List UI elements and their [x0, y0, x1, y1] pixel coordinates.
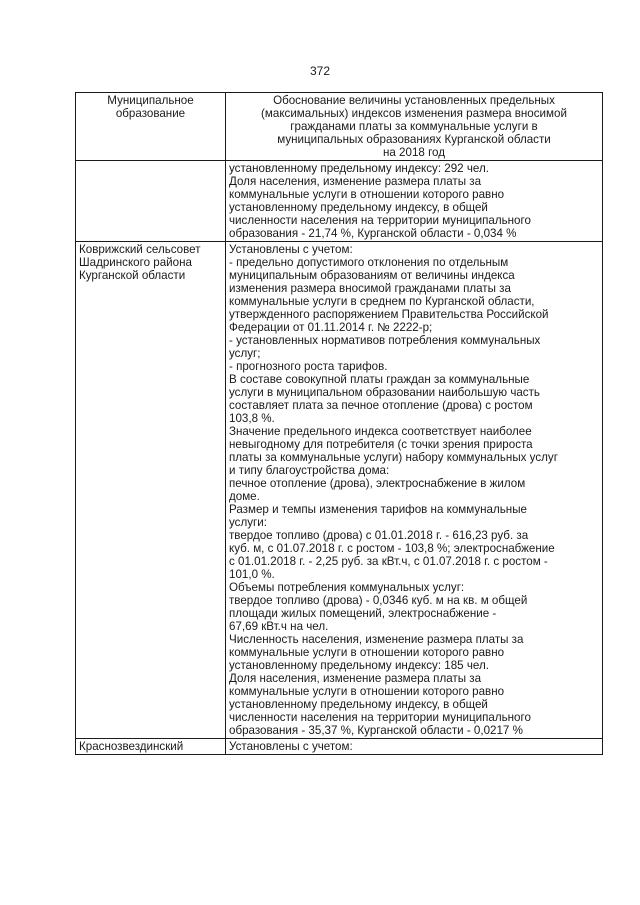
- header-municipality: [76, 93, 226, 161]
- municipality-cell: [76, 161, 226, 242]
- header-line: муниципальных образованиях Курганской области: [277, 133, 551, 146]
- justification-line: установленному предельному индексу, в общей: [229, 201, 488, 214]
- justification-line: численности населения на территории муниципального: [229, 214, 531, 227]
- justification-line: коммунальные услуги в отношении которого равно: [229, 646, 505, 659]
- justification-line: коммунальные услуги в отношении которого равно: [229, 685, 505, 698]
- header-line: (максимальных) индексов изменения размера вносимой: [261, 107, 567, 120]
- table-header-row: [76, 93, 603, 161]
- justification-line: - предельно допустимого отклонения по отдельным: [229, 256, 509, 269]
- header-justification: [226, 93, 603, 161]
- municipality-line: Курганской области: [79, 269, 186, 282]
- justification-line: коммунальные услуги в отношении которого равно: [229, 188, 505, 201]
- justification-line: 103,8 %.: [229, 412, 275, 425]
- justification-line: куб. м, с 01.07.2018 г. с ростом - 103,8 %; электроснабжение: [229, 542, 555, 555]
- justification-line: образования - 35,37 %, Курганской области - 0,0217 %: [229, 724, 523, 737]
- header-line: Муниципальное: [107, 94, 194, 107]
- justification-line: и типу благоустройства дома:: [229, 464, 390, 477]
- justification-line: услуги:: [229, 516, 267, 529]
- justification-line: услуги в муниципальном образовании наибольшую часть: [229, 386, 540, 399]
- justification-line: муниципальным образованиям от величины индекса: [229, 269, 515, 282]
- justification-line: установленному предельному индексу, в общей: [229, 698, 488, 711]
- justification-cell: [226, 161, 603, 242]
- justification-line: Значение предельного индекса соответствует наиболее: [229, 425, 532, 438]
- justification-line: - установленных нормативов потребления коммунальных: [229, 334, 541, 347]
- justification-line: 101,0 %.: [229, 568, 275, 581]
- header-line: образование: [115, 107, 186, 120]
- justification-line: твердое топливо (дрова) с 01.01.2018 г. - 616,23 руб. за: [229, 529, 529, 542]
- municipality-line: Коврижский сельсовет: [79, 243, 201, 256]
- municipality-line: Шадринского района: [79, 256, 192, 269]
- justification-cell: [226, 739, 603, 755]
- justification-line: Численность населения, изменение размера платы за: [229, 633, 524, 646]
- justification-line: составляет плата за печное отопление (дрова) с ростом: [229, 399, 533, 412]
- justification-line: утвержденного распоряжением Правительства Российской: [229, 308, 549, 321]
- justification-line: доме.: [229, 490, 260, 503]
- municipality-cell: [76, 242, 226, 739]
- table-row: [76, 242, 603, 739]
- justification-line: В составе совокупной платы граждан за коммунальные: [229, 373, 530, 386]
- justification-line: платы за коммунальные услуги) набору коммунальных услуг: [229, 451, 558, 464]
- justification-line: - прогнозного роста тарифов.: [229, 360, 388, 373]
- justification-line: Федерации от 01.11.2014 г. № 2222-р;: [229, 321, 433, 334]
- header-line: Обоснование величины установленных предельных: [273, 94, 555, 107]
- justification-line: Объемы потребления коммунальных услуг:: [229, 581, 465, 594]
- table-row: [76, 161, 603, 242]
- justification-line: численности населения на территории муниципального: [229, 711, 531, 724]
- justification-line: Размер и темпы изменения тарифов на коммунальные: [229, 503, 527, 516]
- justification-line: твердое топливо (дрова) - 0,0346 куб. м на кв. м общей: [229, 594, 528, 607]
- justification-line: Установлены с учетом:: [229, 243, 353, 256]
- justification-line: Доля населения, изменение размера платы за: [229, 175, 482, 188]
- justification-line: установленному предельному индексу: 185 чел.: [229, 659, 489, 672]
- municipality-cell: [76, 739, 226, 755]
- municipality-line: Краснозвездинский: [79, 740, 184, 753]
- header-line: на 2018 год: [382, 146, 446, 159]
- justification-line: площади жилых помещений, электроснабжение -: [229, 607, 497, 620]
- justification-line: печное отопление (дрова), электроснабжение в жилом: [229, 477, 526, 490]
- justification-line: Установлены с учетом:: [229, 740, 353, 753]
- justification-line: Доля населения, изменение размера платы за: [229, 672, 482, 685]
- justification-line: изменения размера вносимой гражданами платы за: [229, 282, 511, 295]
- justification-line: установленному предельному индексу: 292 чел.: [229, 162, 489, 175]
- justification-line: невыгодному для потребителя (с точки зрения прироста: [229, 438, 533, 451]
- justification-line: с 01.01.2018 г. - 2,25 руб. за кВт.ч, с 01.07.2018 г. с ростом -: [229, 555, 548, 568]
- header-line: гражданами платы за коммунальные услуги в: [290, 120, 538, 133]
- justification-line: коммунальные услуги в среднем по Курганской области,: [229, 295, 535, 308]
- justification-table: [75, 92, 603, 755]
- justification-cell: [226, 242, 603, 739]
- page-number: 372: [309, 64, 331, 78]
- table-row: [76, 739, 603, 755]
- justification-line: услуг;: [229, 347, 261, 360]
- justification-line: образования - 21,74 %, Курганской области - 0,034 %: [229, 227, 517, 240]
- justification-line: 67,69 кВт.ч на чел.: [229, 620, 329, 633]
